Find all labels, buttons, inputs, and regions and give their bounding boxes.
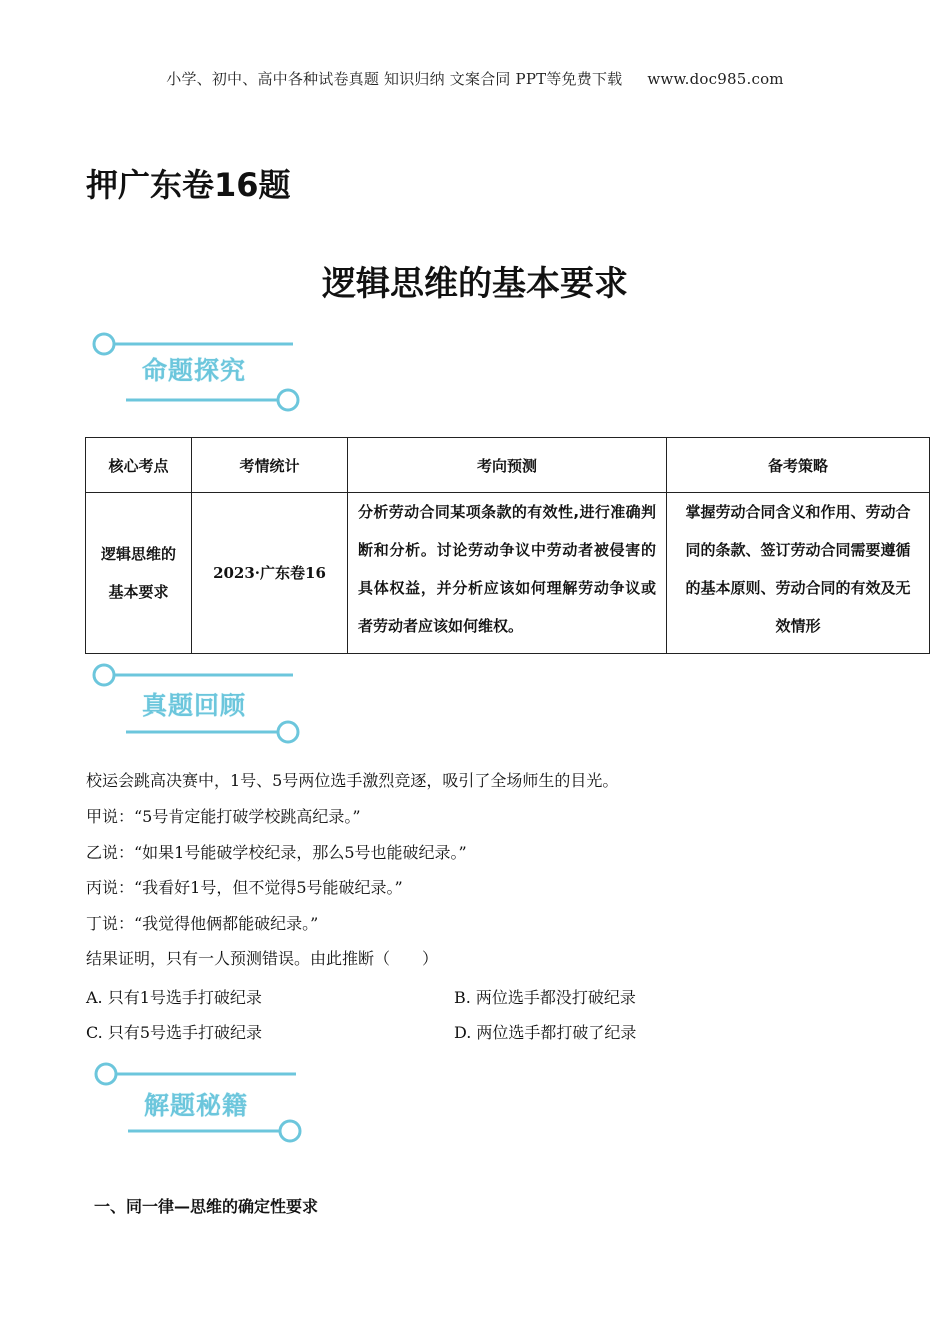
badge-explore <box>88 327 308 417</box>
table-header-cell: 核心考点 <box>86 438 192 493</box>
question-line: 结果证明，只有一人预测错误。由此推断（ ） <box>86 949 439 968</box>
option-d[interactable]: D. 两位选手都打破了纪录 <box>454 1023 637 1042</box>
question-line: 丁说：“我觉得他俩都能破纪录。” <box>86 914 319 933</box>
table-header-cell: 考向预测 <box>348 438 667 493</box>
badge-review-label: 真题回顾 <box>142 691 247 720</box>
table-cell-stats <box>192 493 348 654</box>
table-row <box>86 493 930 654</box>
table-cell-forecast <box>348 493 667 654</box>
point-text: 逻辑思维的基本要求 <box>100 545 176 601</box>
badge-explore-label: 命题探究 <box>142 356 247 385</box>
question-line: 乙说：“如果1号能破学校纪录，那么5号也能破纪录。” <box>86 843 467 862</box>
option-a[interactable]: A. 只有1号选手打破纪录 <box>86 988 262 1007</box>
question-line: 丙说：“我看好1号，但不觉得5号能破纪录。” <box>86 878 403 897</box>
page-header <box>0 68 950 89</box>
badge-tips <box>88 1058 308 1148</box>
table-header-cell: 备考策略 <box>667 438 930 493</box>
badge-tips-label: 解题秘籍 <box>144 1091 249 1120</box>
page-subtitle: 逻辑思维的基本要求 <box>322 264 628 304</box>
forecast-text: 分析劳动合同某项条款的有效性,进行准确判断和分析。讨论劳动争议中劳动者被侵害的具体权益，并分析应该如何理解劳动争议或者劳动者应该如何维权。 <box>358 503 656 635</box>
table-cell-strategy <box>667 493 930 654</box>
strategy-text: 掌握劳动合同含义和作用、劳动合同的条款、签订劳动合同需要遵循的基本原则、劳动合同的有效及无效情形 <box>685 503 911 635</box>
option-c[interactable]: C. 只有5号选手打破纪录 <box>86 1023 263 1042</box>
header-url[interactable]: www.doc985.com <box>647 70 784 88</box>
question-line: 甲说：“5号肯定能打破学校跳高纪录。” <box>86 807 361 826</box>
table-header-row <box>86 438 930 493</box>
stats-text: 2023·广东卷16 <box>213 564 326 582</box>
exam-table <box>85 437 930 654</box>
option-b[interactable]: B. 两位选手都没打破纪录 <box>454 988 636 1007</box>
page-title: 押广东卷16题 <box>86 166 291 204</box>
badge-review <box>88 660 308 750</box>
table-cell-point <box>86 493 192 654</box>
section-heading: 一、同一律—思维的确定性要求 <box>94 1197 319 1216</box>
header-text: 小学、初中、高中各种试卷真题 知识归纳 文案合同 PPT等免费下载 <box>166 70 623 88</box>
question-line: 校运会跳高决赛中，1号、5号两位选手激烈竞逐，吸引了全场师生的目光。 <box>86 771 619 790</box>
table-header-cell: 考情统计 <box>192 438 348 493</box>
